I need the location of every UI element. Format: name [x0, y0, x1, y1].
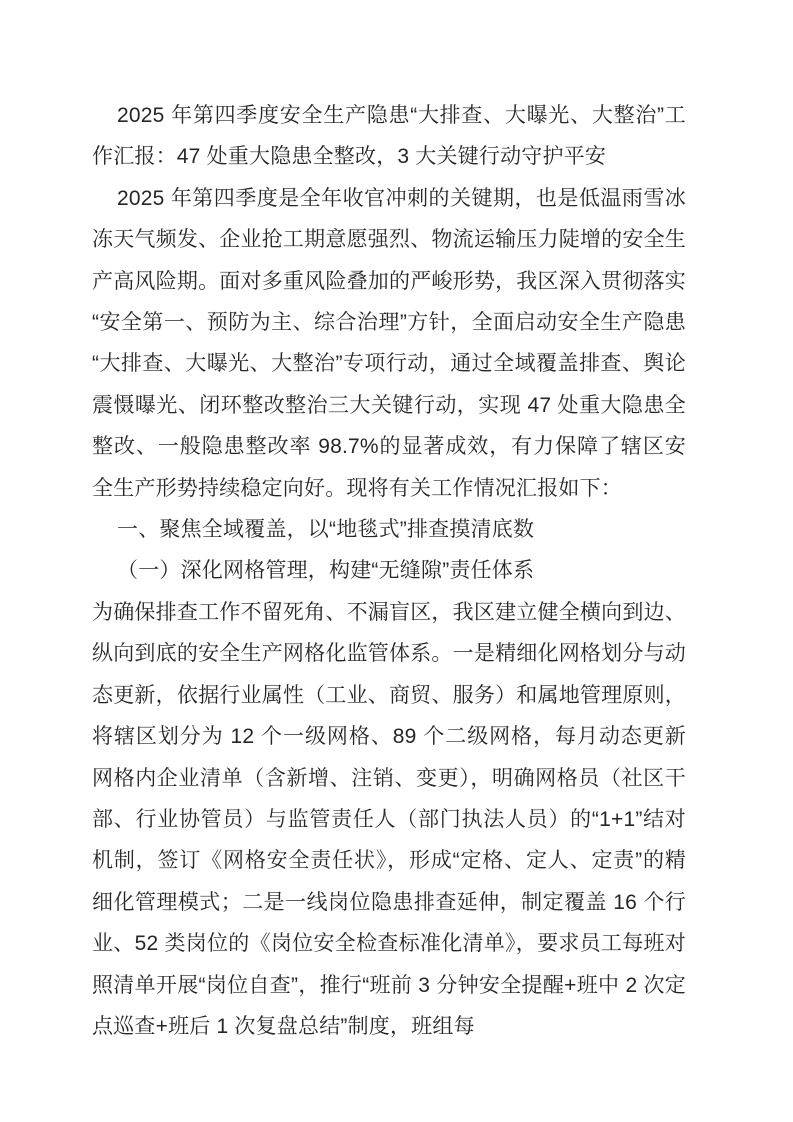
section-1-1-body: 为确保排查工作不留死角、不漏盲区，我区建立健全横向到边、纵向到底的安全生产网格化监管体系。一是精细化网格划分与动态更新，依据行业属性（工业、商贸、服务）和属地管理原则，将辖区划分为 12 个一级网格、89 个二级网格，每月动态更新网格内企业清单（含新增、注销、变更），明确网格员（社区干部、行业协管员）与监管责任人（部门执法人员）的“1+1”结对机制，签订《网格安全责任状》，形成“定格、定人、定责”的精细化管理模式；二是一线岗位隐患排查延伸，制定覆盖 16 个行业、52 类岗位的《岗位安全检查标准化清单》，要求员工每班对照清单开展“岗位自查”，推行“班前 3 分钟安全提醒+班中 2 次定点巡查+班后 1 次复盘总结”制度，班组每	[92, 600, 686, 1038]
intro-paragraph: 2025 年第四季度是全年收官冲刺的关键期，也是低温雨雪冰冻天气频发、企业抢工期意愿强烈、物流运输压力陡增的安全生产高风险期。面对多重风险叠加的严峻形势，我区深入贯彻落实“安全第一、预防为主、综合治理”方针，全面启动安全生产隐患“大排查、大曝光、大整治”专项行动，通过全域覆盖排查、舆论震慑曝光、闭环整改整治三大关键行动，实现 47 处重大隐患全整改、一般隐患整改率 98.7%的显著成效，有力保障了辖区安全生产形势持续稳定向好。现将有关工作情况汇报如下：	[92, 186, 686, 500]
section-1-heading: 一、聚焦全域覆盖，以“地毯式”排查摸清底数	[117, 518, 535, 542]
section-1-1-heading: （一）深化网格管理，构建“无缝隙”责任体系	[117, 559, 535, 583]
doc-title: 2025 年第四季度安全生产隐患“大排查、大曝光、大整治”工作汇报：47 处重大隐患全整改，3 大关键行动守护平安	[92, 104, 686, 169]
